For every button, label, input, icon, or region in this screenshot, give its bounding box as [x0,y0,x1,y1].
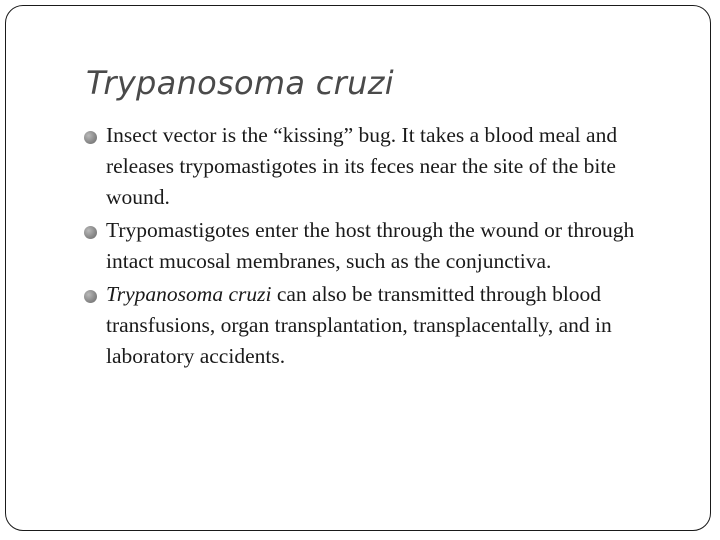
bullet-item [84,279,684,372]
slide-title: Trypanosoma cruzi [86,64,394,102]
bullet-item [84,120,684,213]
bullet-text: can also be transmitted through blood transfusions, organ transplantation, transplacentally, and in laboratory accidents. [106,282,612,368]
bullet-text: Trypomastigotes enter the host through the wound or through intact mucosal membranes, such as the conjunctiva. [106,218,635,273]
bullet-list [84,120,684,374]
bullet-dot-icon [84,226,97,239]
bullet-italic-term: Trypanosoma cruzi [106,282,272,306]
bullet-text: Insect vector is the “kissing” bug. It takes a blood meal and releases trypomastigotes in its feces near the site of the bite wound. [106,123,618,209]
bullet-item [84,215,684,277]
bullet-dot-icon [84,290,97,303]
slide-frame [5,5,711,531]
bullet-dot-icon [84,131,97,144]
